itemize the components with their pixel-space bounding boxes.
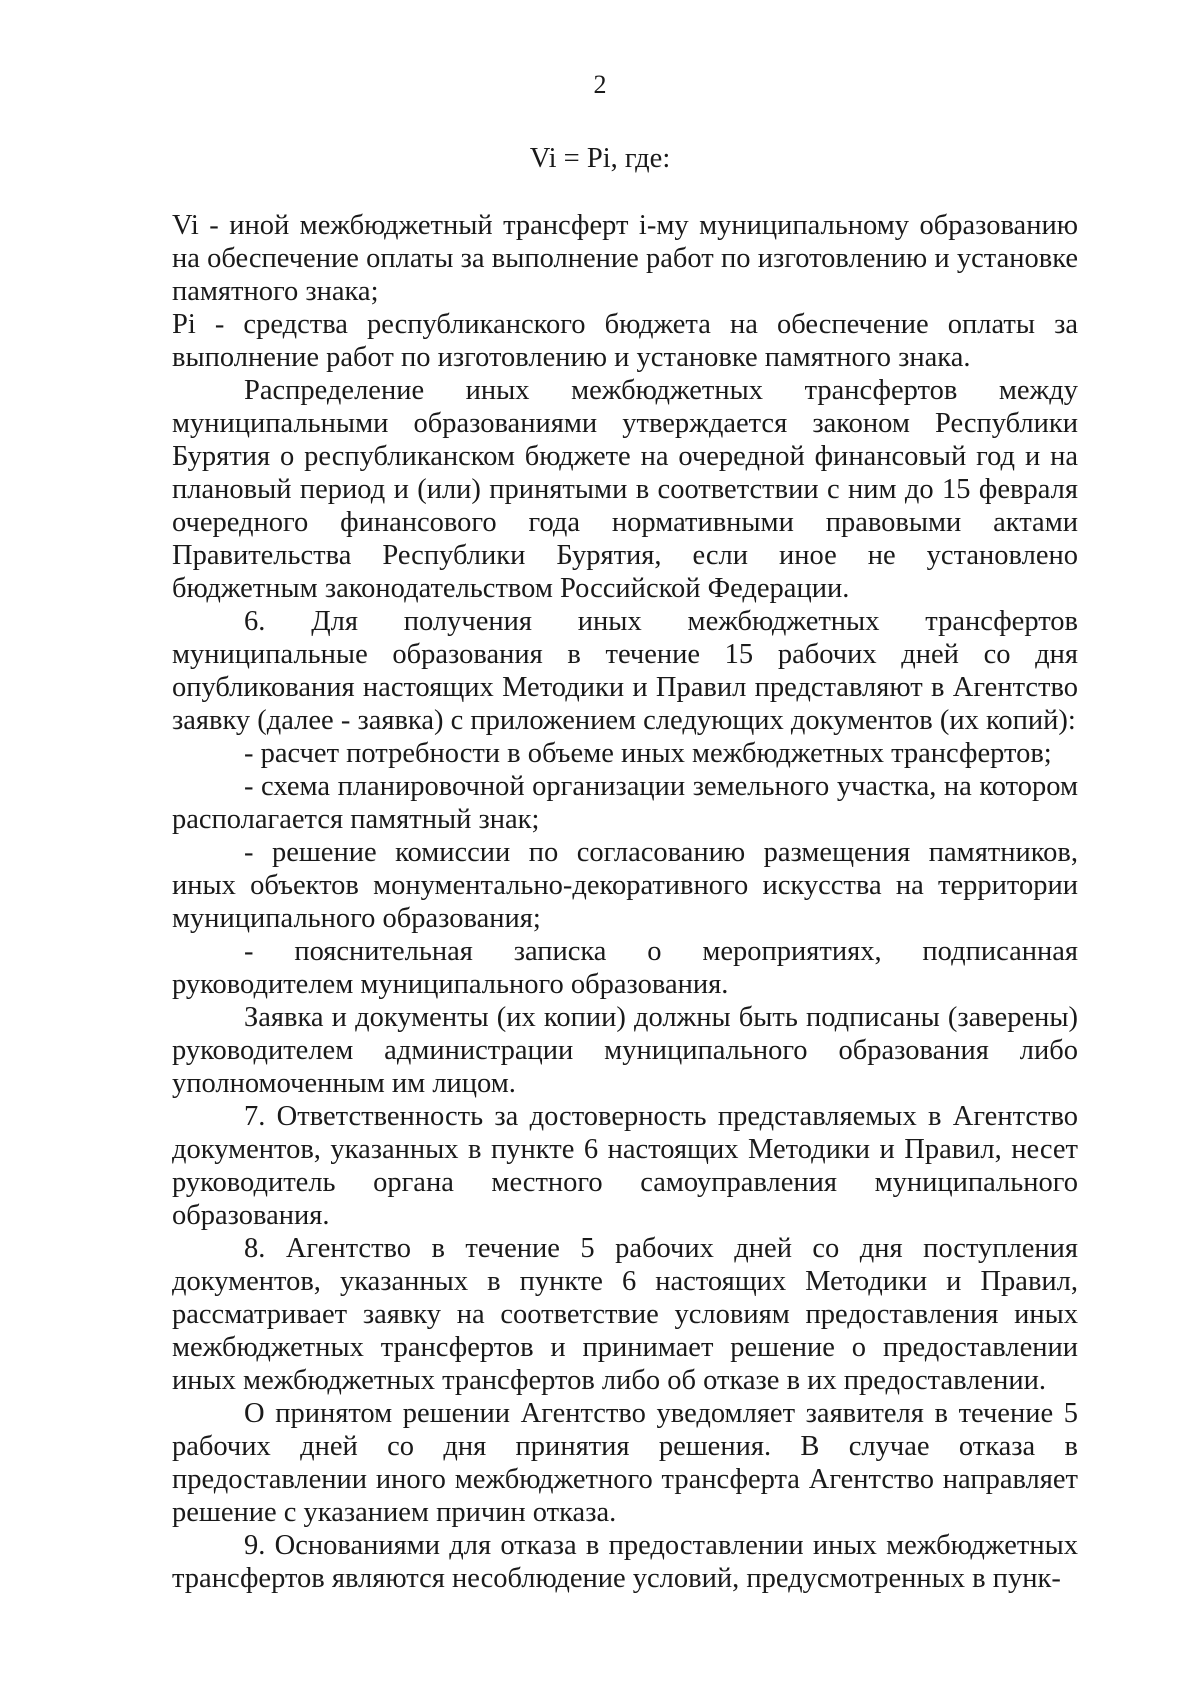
paragraph-notification: О принятом решении Агентство уведомляет заявителя в течение 5 рабочих дней со дня принятия решения. В случае отказа в предоставлении иного межбюджетного трансферта Агентство направляет решение с указанием причин отказа. xyxy=(172,1398,1078,1528)
paragraph-signing: Заявка и документы (их копии) должны быть подписаны (заверены) руководителем администрации муниципального образования либо уполномоченным им лицом. xyxy=(172,1002,1078,1099)
paragraph-item-7: 7. Ответственность за достоверность представляемых в Агентство документов, указанных в пункте 6 настоящих Методики и Правил, несет руководитель органа местного самоуправления муниципального образования. xyxy=(172,1101,1078,1231)
body-text xyxy=(172,209,1078,1595)
paragraph-def-vi: Vi - иной межбюджетный трансферт i-му муниципальному образованию на обеспечение оплаты за выполнение работ по изготовлению и установке памятного знака; xyxy=(172,210,1078,307)
list-item-scheme: - схема планировочной организации земельного участка, на котором располагается памятный знак; xyxy=(172,771,1078,835)
paragraph-def-pi: Pi - средства республиканского бюджета на обеспечение оплаты за выполнение работ по изготовлению и установке памятного знака. xyxy=(172,309,1078,373)
list-item-calculation: - расчет потребности в объеме иных межбюджетных трансфертов; xyxy=(244,738,1052,769)
paragraph-item-6: 6. Для получения иных межбюджетных трансфертов муниципальные образования в течение 15 рабочих дней со дня опубликования настоящих Методики и Правил представляют в Агентство заявку (далее - заявка) с приложением следующих документов (их копий): xyxy=(172,606,1078,736)
paragraph-item-9: 9. Основаниями для отказа в предоставлении иных межбюджетных трансфертов являются несоблюдение условий, предусмотренных в пунк- xyxy=(172,1530,1078,1594)
paragraph-item-8: 8. Агентство в течение 5 рабочих дней со дня поступления документов, указанных в пункте 6 настоящих Методики и Правил, рассматривает заявку на соответствие условиям предоставления иных межбюджетных трансфертов и принимает решение о предоставлении иных межбюджетных трансфертов либо об отказе в их предоставлении. xyxy=(172,1233,1078,1396)
page-number: 2 xyxy=(593,70,607,99)
list-item-commission-decision: - решение комиссии по согласованию размещения памятников, иных объектов монументально-декоративного искусства на территории муниципального образования; xyxy=(172,837,1078,934)
formula: Vi = Pi, где: xyxy=(529,143,671,174)
paragraph-distribution: Распределение иных межбюджетных трансфертов между муниципальными образованиями утверждается законом Республики Бурятия о республиканском бюджете на очередной финансовый год и на плановый период и (или) принятыми в соответствии с ним до 15 февраля очередного финансового года нормативными правовыми актами Правительства Республики Бурятия, если иное не установлено бюджетным законодательством Российской Федерации. xyxy=(172,375,1078,604)
list-item-explanatory-note: - пояснительная записка о мероприятиях, подписанная руководителем муниципального образования. xyxy=(172,936,1078,1000)
